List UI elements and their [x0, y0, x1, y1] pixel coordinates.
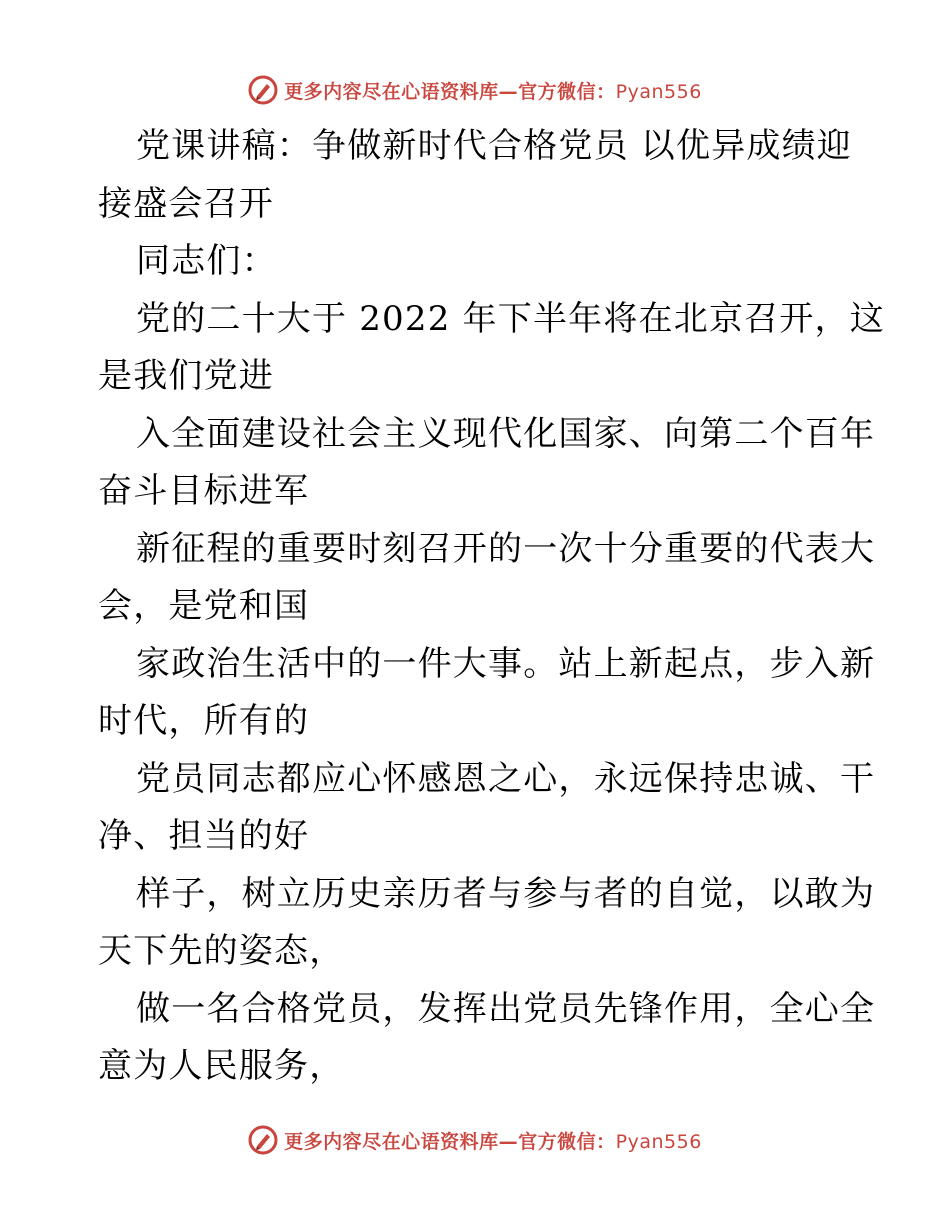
text-line: 奋斗目标进军	[98, 471, 310, 511]
text-line: 党的二十大于 2022 年下半年将在北京召开，这	[136, 298, 885, 339]
text-line: 新征程的重要时刻召开的一次十分重要的代表大	[136, 528, 876, 569]
footer-watermark-banner	[0, 1120, 950, 1160]
banner-text	[284, 1127, 702, 1154]
text-line: 时代，所有的	[98, 701, 310, 741]
text-line: 党员同志都应心怀感恩之心，永远保持忠诚、干	[136, 758, 876, 799]
banner-wechat-id: Pyan556	[615, 80, 702, 103]
banner-text-cn: 更多内容尽在心语资料库—官方微信：	[284, 80, 616, 103]
banner-text	[284, 77, 702, 104]
body-paragraph	[98, 406, 876, 521]
text-line: 接盛会召开	[98, 183, 274, 224]
body-paragraph	[98, 866, 876, 981]
document-body	[98, 118, 885, 1096]
body-paragraph	[98, 751, 876, 866]
title-paragraph	[98, 118, 858, 233]
text-line: 样子，树立历史亲历者与参与者的自觉，以敢为	[136, 873, 876, 914]
text-line: 净、担当的好	[98, 816, 310, 856]
body-paragraph	[98, 636, 876, 751]
text-line: 会，是党和国	[98, 586, 310, 626]
text-line: 做一名合格党员，发挥出党员先锋作用，全心全	[136, 988, 876, 1029]
banner-wechat-id: Pyan556	[615, 1130, 702, 1153]
body-paragraph	[98, 981, 876, 1096]
pen-logo-icon	[248, 1125, 278, 1155]
salutation-paragraph	[98, 233, 858, 291]
text-line: 家政治生活中的一件大事。站上新起点，步入新	[136, 643, 876, 684]
body-paragraph	[98, 291, 885, 406]
text-line: 天下先的姿态，	[98, 931, 345, 971]
text-line: 意为人民服务，	[98, 1046, 345, 1086]
text-line: 党课讲稿：争做新时代合格党员 以优异成绩迎	[136, 126, 853, 166]
text-line: 是我们党进	[98, 356, 274, 396]
banner-text-cn: 更多内容尽在心语资料库—官方微信：	[284, 1130, 616, 1153]
pen-logo-icon	[248, 75, 278, 105]
text-line: 同志们：	[136, 241, 277, 281]
body-paragraph	[98, 521, 876, 636]
text-line: 入全面建设社会主义现代化国家、向第二个百年	[136, 413, 876, 454]
header-watermark-banner	[0, 70, 950, 110]
